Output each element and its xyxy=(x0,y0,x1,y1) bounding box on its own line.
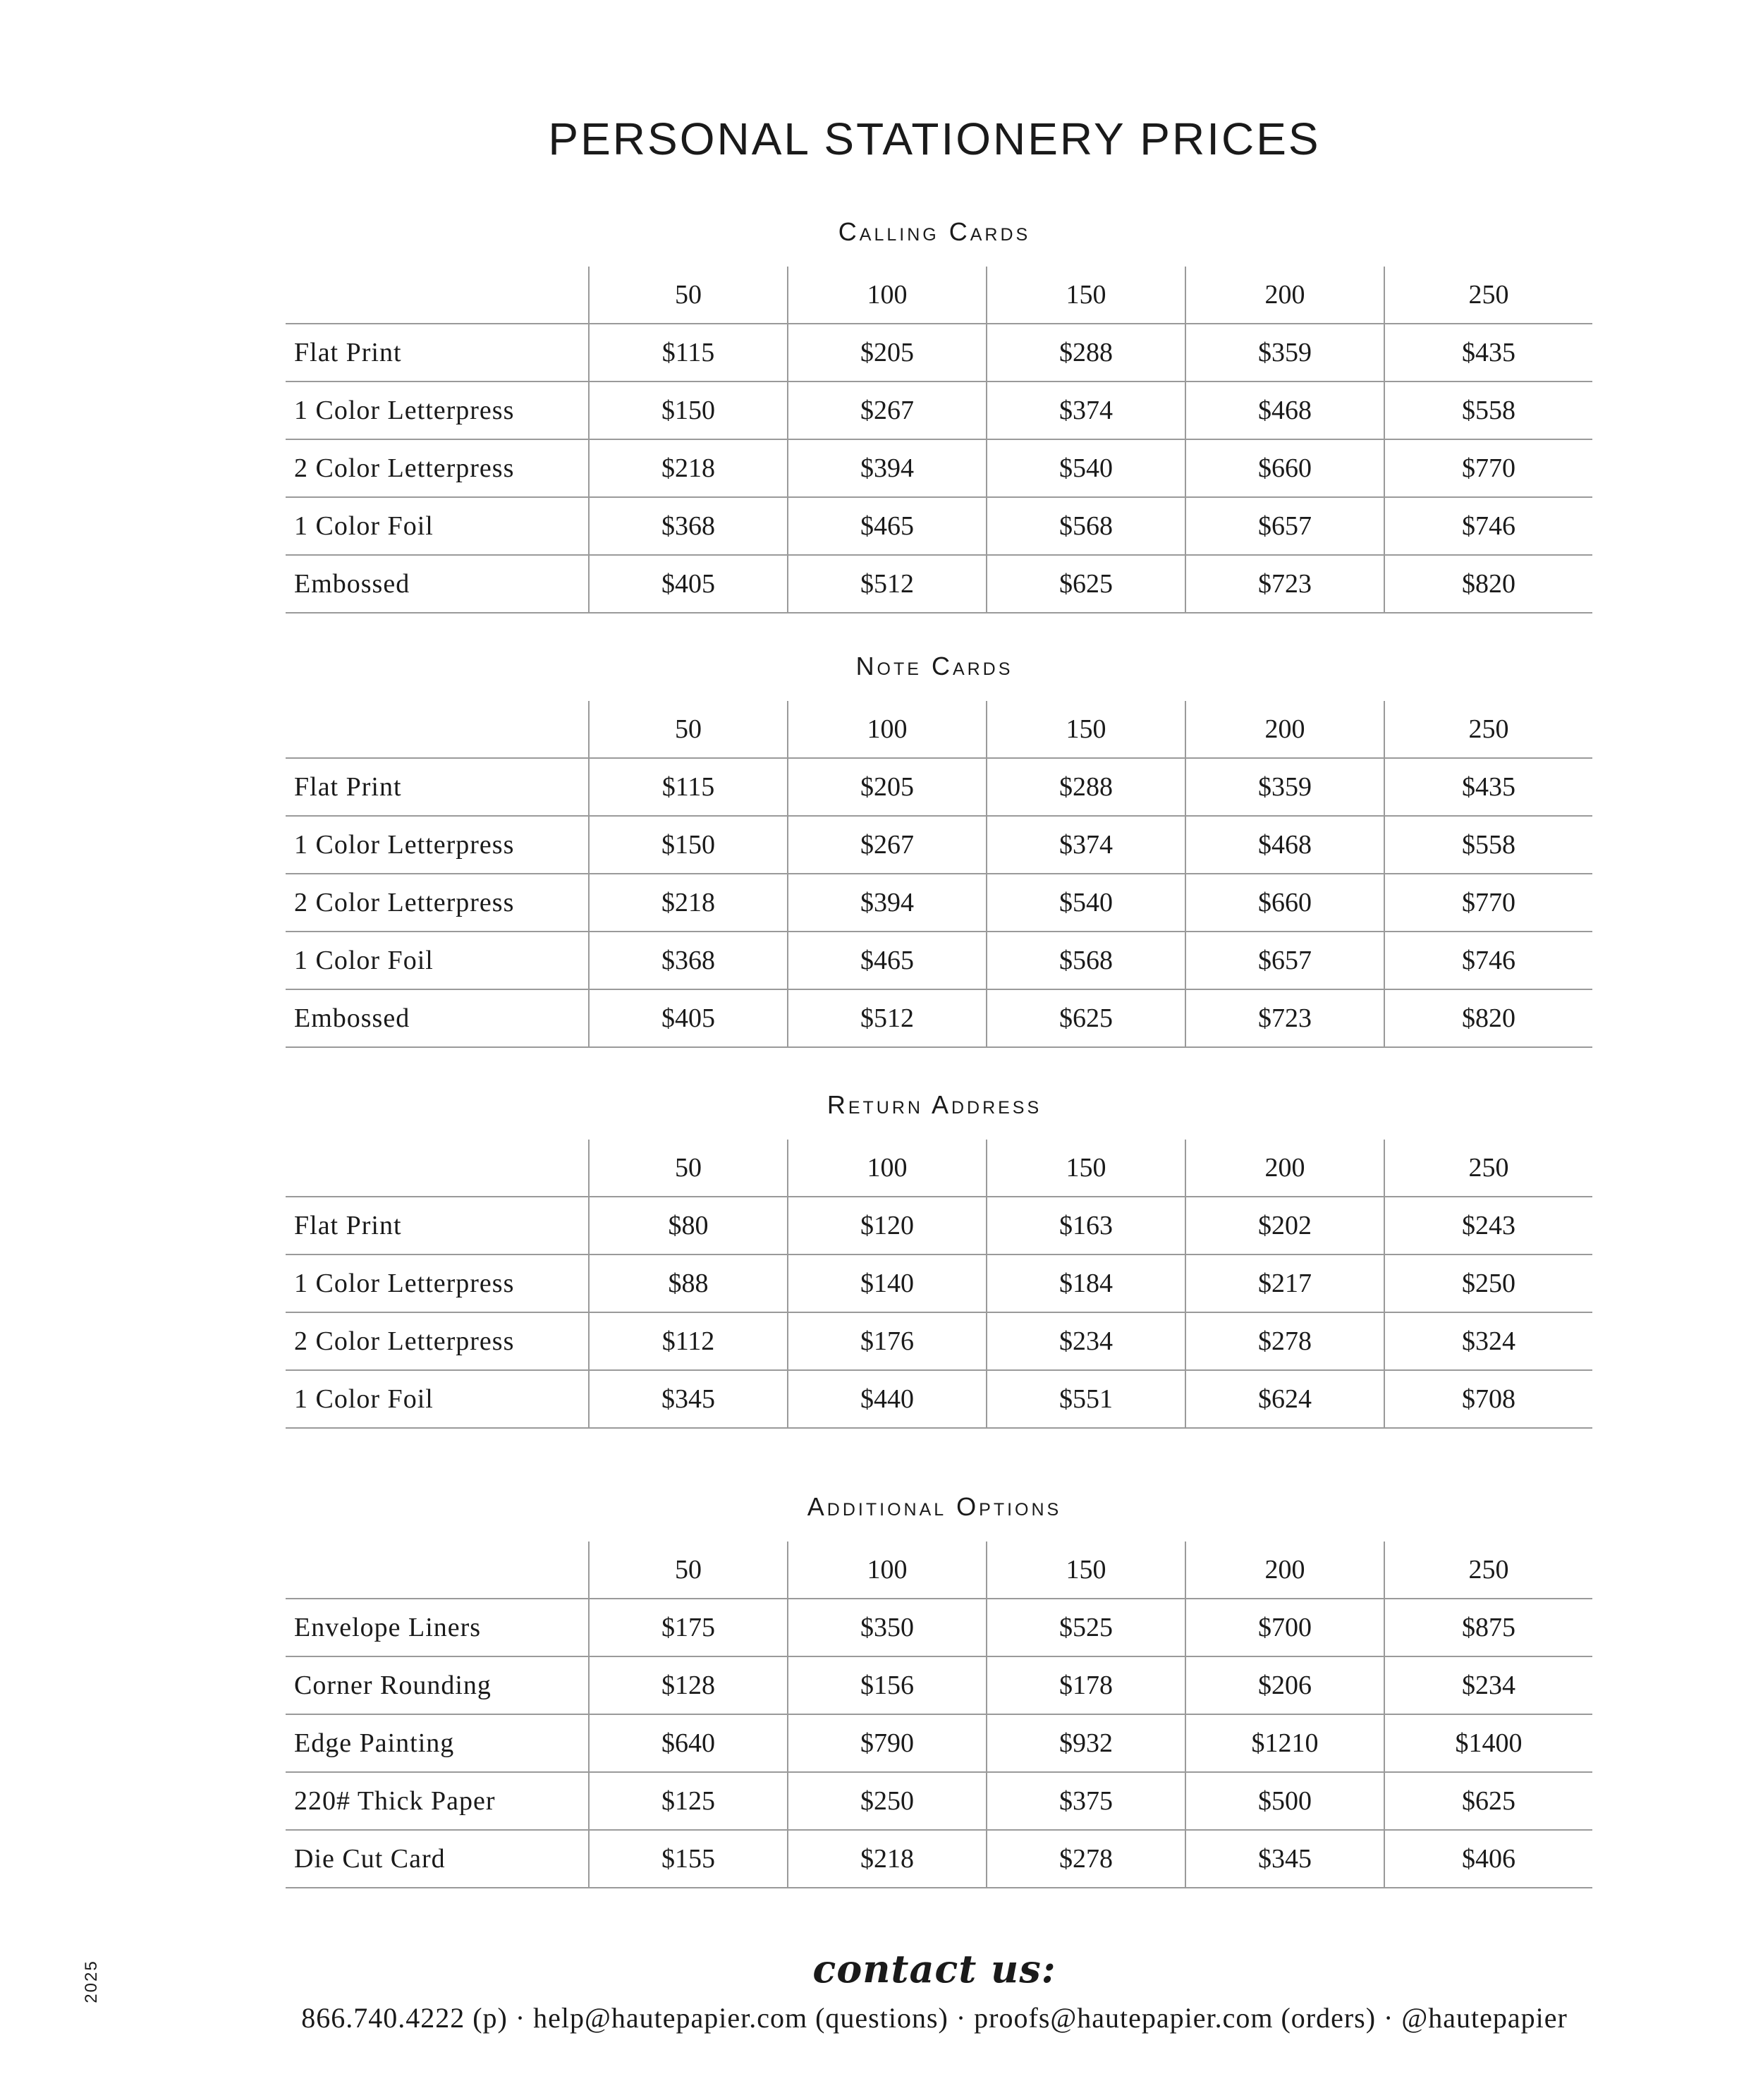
contact-heading: contact us: xyxy=(812,1946,1056,1991)
price-cell: $324 xyxy=(1384,1312,1592,1370)
price-cell: $155 xyxy=(589,1830,788,1888)
quantity-header: 100 xyxy=(788,701,987,758)
quantity-header: 100 xyxy=(788,1542,987,1599)
quantity-header: 50 xyxy=(589,1140,788,1197)
price-cell: $624 xyxy=(1185,1370,1384,1428)
quantity-header: 50 xyxy=(589,701,788,758)
quantity-header: 200 xyxy=(1185,267,1384,324)
price-cell: $435 xyxy=(1384,758,1592,816)
row-label: 1 Color Foil xyxy=(286,932,589,989)
row-label: 1 Color Letterpress xyxy=(286,381,589,439)
price-cell: $708 xyxy=(1384,1370,1592,1428)
row-label: 1 Color Foil xyxy=(286,1370,589,1428)
price-cell: $278 xyxy=(1185,1312,1384,1370)
row-label: Corner Rounding xyxy=(286,1656,589,1714)
price-cell: $640 xyxy=(589,1714,788,1772)
header-blank-cell xyxy=(286,701,589,758)
footer-year: 2025 xyxy=(82,1960,101,2003)
additional-options-table xyxy=(286,1542,1592,1888)
price-cell: $1210 xyxy=(1185,1714,1384,1772)
contact-info: 866.740.4222 (p) · help@hautepapier.com (questions) · proofs@hautepapier.com (orders) · @hautepapier xyxy=(301,2002,1568,2034)
table-row xyxy=(286,1772,1592,1830)
price-cell: $218 xyxy=(589,439,788,497)
price-cell: $374 xyxy=(987,816,1185,874)
quantity-header: 200 xyxy=(1185,1542,1384,1599)
price-cell: $374 xyxy=(987,381,1185,439)
price-cell: $234 xyxy=(1384,1656,1592,1714)
price-cell: $267 xyxy=(788,381,987,439)
table-row xyxy=(286,1312,1592,1370)
price-cell: $243 xyxy=(1384,1197,1592,1254)
price-cell: $790 xyxy=(788,1714,987,1772)
price-cell: $394 xyxy=(788,874,987,932)
price-cell: $202 xyxy=(1185,1197,1384,1254)
price-cell: $746 xyxy=(1384,932,1592,989)
price-cell: $746 xyxy=(1384,497,1592,555)
price-cell: $440 xyxy=(788,1370,987,1428)
row-label: Envelope Liners xyxy=(286,1599,589,1656)
price-cell: $218 xyxy=(589,874,788,932)
price-cell: $205 xyxy=(788,758,987,816)
quantity-header: 150 xyxy=(987,267,1185,324)
price-cell: $368 xyxy=(589,932,788,989)
price-cell: $770 xyxy=(1384,439,1592,497)
header-row xyxy=(286,1542,1592,1599)
price-cell: $820 xyxy=(1384,989,1592,1047)
price-cell: $932 xyxy=(987,1714,1185,1772)
price-cell: $405 xyxy=(589,555,788,613)
table-row xyxy=(286,1370,1592,1428)
table-row xyxy=(286,758,1592,816)
table-row xyxy=(286,324,1592,381)
price-cell: $558 xyxy=(1384,381,1592,439)
table-row xyxy=(286,381,1592,439)
calling-cards-table xyxy=(286,267,1592,613)
price-cell: $660 xyxy=(1185,874,1384,932)
row-label: Embossed xyxy=(286,555,589,613)
table-row xyxy=(286,1714,1592,1772)
row-label: Flat Print xyxy=(286,758,589,816)
section-title-note-cards: Note Cards xyxy=(855,652,1013,680)
quantity-header: 50 xyxy=(589,1542,788,1599)
section-title-return-address: Return Address xyxy=(826,1090,1042,1119)
price-cell: $405 xyxy=(589,989,788,1047)
quantity-header: 150 xyxy=(987,1140,1185,1197)
header-blank-cell xyxy=(286,267,589,324)
section-title-calling-cards: Calling Cards xyxy=(838,217,1031,246)
price-cell: $115 xyxy=(589,758,788,816)
page-title: PERSONAL STATIONERY PRICES xyxy=(548,114,1321,164)
price-cell: $512 xyxy=(788,555,987,613)
row-label: 2 Color Letterpress xyxy=(286,874,589,932)
price-cell: $820 xyxy=(1384,555,1592,613)
price-cell: $359 xyxy=(1185,324,1384,381)
header-row xyxy=(286,267,1592,324)
price-cell: $625 xyxy=(1384,1772,1592,1830)
row-label: Edge Painting xyxy=(286,1714,589,1772)
quantity-header: 250 xyxy=(1384,267,1592,324)
table-row xyxy=(286,555,1592,613)
price-cell: $368 xyxy=(589,497,788,555)
price-cell: $178 xyxy=(987,1656,1185,1714)
table-row xyxy=(286,1599,1592,1656)
quantity-header: 250 xyxy=(1384,701,1592,758)
price-cell: $394 xyxy=(788,439,987,497)
quantity-header: 200 xyxy=(1185,1140,1384,1197)
price-cell: $278 xyxy=(987,1830,1185,1888)
price-cell: $625 xyxy=(987,555,1185,613)
table-row xyxy=(286,1656,1592,1714)
price-cell: $163 xyxy=(987,1197,1185,1254)
row-label: Flat Print xyxy=(286,1197,589,1254)
price-cell: $345 xyxy=(1185,1830,1384,1888)
price-cell: $115 xyxy=(589,324,788,381)
price-cell: $700 xyxy=(1185,1599,1384,1656)
row-label: 2 Color Letterpress xyxy=(286,439,589,497)
price-cell: $112 xyxy=(589,1312,788,1370)
price-cell: $435 xyxy=(1384,324,1592,381)
quantity-header: 250 xyxy=(1384,1140,1592,1197)
price-cell: $1400 xyxy=(1384,1714,1592,1772)
row-label: 1 Color Foil xyxy=(286,497,589,555)
price-cell: $875 xyxy=(1384,1599,1592,1656)
price-cell: $406 xyxy=(1384,1830,1592,1888)
row-label: Embossed xyxy=(286,989,589,1047)
row-label: 1 Color Letterpress xyxy=(286,816,589,874)
price-cell: $723 xyxy=(1185,989,1384,1047)
quantity-header: 100 xyxy=(788,267,987,324)
price-cell: $250 xyxy=(788,1772,987,1830)
price-cell: $176 xyxy=(788,1312,987,1370)
row-label: Flat Print xyxy=(286,324,589,381)
table-row xyxy=(286,816,1592,874)
price-cell: $625 xyxy=(987,989,1185,1047)
price-cell: $468 xyxy=(1185,381,1384,439)
price-cell: $359 xyxy=(1185,758,1384,816)
price-cell: $345 xyxy=(589,1370,788,1428)
row-label: 2 Color Letterpress xyxy=(286,1312,589,1370)
table-row xyxy=(286,439,1592,497)
price-cell: $558 xyxy=(1384,816,1592,874)
return-address-table xyxy=(286,1140,1592,1429)
section-title-additional-options: Additional Options xyxy=(807,1492,1062,1521)
table-row xyxy=(286,1197,1592,1254)
price-cell: $80 xyxy=(589,1197,788,1254)
price-cell: $468 xyxy=(1185,816,1384,874)
price-cell: $551 xyxy=(987,1370,1185,1428)
price-cell: $234 xyxy=(987,1312,1185,1370)
header-blank-cell xyxy=(286,1140,589,1197)
price-cell: $184 xyxy=(987,1254,1185,1312)
quantity-header: 200 xyxy=(1185,701,1384,758)
quantity-header: 150 xyxy=(987,701,1185,758)
table-row xyxy=(286,497,1592,555)
row-label: 1 Color Letterpress xyxy=(286,1254,589,1312)
price-cell: $568 xyxy=(987,497,1185,555)
price-cell: $770 xyxy=(1384,874,1592,932)
table-row xyxy=(286,932,1592,989)
note-cards-table xyxy=(286,701,1592,1048)
price-cell: $660 xyxy=(1185,439,1384,497)
price-cell: $350 xyxy=(788,1599,987,1656)
price-cell: $156 xyxy=(788,1656,987,1714)
price-cell: $540 xyxy=(987,874,1185,932)
price-cell: $568 xyxy=(987,932,1185,989)
price-cell: $175 xyxy=(589,1599,788,1656)
row-label: Die Cut Card xyxy=(286,1830,589,1888)
quantity-header: 50 xyxy=(589,267,788,324)
price-cell: $657 xyxy=(1185,932,1384,989)
price-cell: $217 xyxy=(1185,1254,1384,1312)
header-blank-cell xyxy=(286,1542,589,1599)
price-cell: $88 xyxy=(589,1254,788,1312)
price-cell: $657 xyxy=(1185,497,1384,555)
price-cell: $267 xyxy=(788,816,987,874)
price-cell: $150 xyxy=(589,381,788,439)
price-cell: $205 xyxy=(788,324,987,381)
price-cell: $140 xyxy=(788,1254,987,1312)
row-label: 220# Thick Paper xyxy=(286,1772,589,1830)
price-cell: $500 xyxy=(1185,1772,1384,1830)
price-cell: $723 xyxy=(1185,555,1384,613)
price-cell: $120 xyxy=(788,1197,987,1254)
price-cell: $465 xyxy=(788,932,987,989)
price-cell: $218 xyxy=(788,1830,987,1888)
price-cell: $512 xyxy=(788,989,987,1047)
table-row xyxy=(286,1830,1592,1888)
price-cell: $375 xyxy=(987,1772,1185,1830)
price-cell: $206 xyxy=(1185,1656,1384,1714)
price-cell: $288 xyxy=(987,758,1185,816)
quantity-header: 150 xyxy=(987,1542,1185,1599)
price-cell: $288 xyxy=(987,324,1185,381)
price-cell: $128 xyxy=(589,1656,788,1714)
header-row xyxy=(286,1140,1592,1197)
price-cell: $540 xyxy=(987,439,1185,497)
header-row xyxy=(286,701,1592,758)
price-cell: $525 xyxy=(987,1599,1185,1656)
quantity-header: 250 xyxy=(1384,1542,1592,1599)
quantity-header: 100 xyxy=(788,1140,987,1197)
table-row xyxy=(286,874,1592,932)
price-cell: $125 xyxy=(589,1772,788,1830)
table-row xyxy=(286,1254,1592,1312)
price-cell: $250 xyxy=(1384,1254,1592,1312)
table-row xyxy=(286,989,1592,1047)
price-cell: $150 xyxy=(589,816,788,874)
price-cell: $465 xyxy=(788,497,987,555)
